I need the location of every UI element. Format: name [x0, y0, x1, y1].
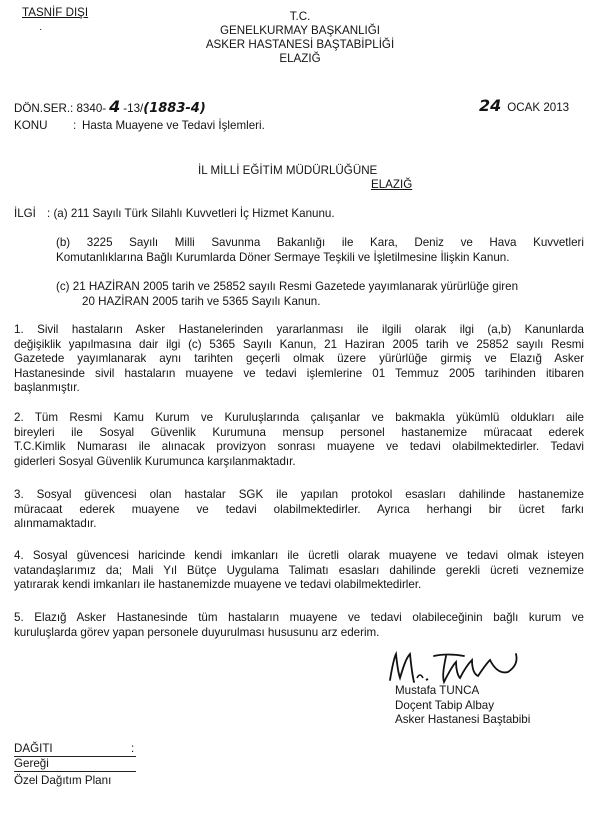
- signatory-title: Asker Hastanesi Baştabibi: [395, 713, 531, 727]
- ilgi-b: (b) 3225 Sayılı Milli Savunma Bakanlığı ile Kara, Deniz ve Hava Kuvvetleri Komutanlıklarına Bağlı Kurumlarda Döner Sermaye Teşkili ve İşletilmesine İlişkin Kanun.: [56, 236, 584, 264]
- ilgi-c: (c) 21 HAZİRAN 2005 tarih ve 25852 sayılı Resmi Gazetede yayımlanarak yürürlüğe giren 20 HAZİRAN 2005 tarih ve 5365 Sayılı Kanun.: [56, 280, 519, 308]
- gereği-underline: [14, 771, 136, 772]
- distribution-plan: Özel Dağıtım Planı: [14, 774, 112, 787]
- signatory-name: Mustafa TUNCA: [395, 684, 480, 697]
- letterhead-city: ELAZIĞ: [279, 52, 321, 65]
- distribution-colon: :: [131, 742, 135, 755]
- distribution-gereği: Gereği: [14, 757, 49, 770]
- letterhead-tc: T.C.: [289, 10, 311, 23]
- paragraph-1: 1. Sivil hastaların Asker Hastanelerinden yararlanması ile ilgili olarak ilgi (a,b) Kanunlarda değişiklik yapılmasına dair ilgi (c) 5365 Sayılı Kanun, 21 Haziran 2005 tarih ve 25852 sayılı Resmi Gazetede yayımlanarak aynı tarihten geçerli olmak üzere yürürlüğe girmiş ve Elazığ Asker Hastanesinde sivil hastaların muayene ve tedavi işlemlerine 01 Temmuz 2005 tarihinden itibaren başlanmıştır.: [14, 323, 584, 395]
- paragraph-5: 5. Elazığ Asker Hastanesinde tüm hastaların muayene ve tedavi olabileceğinin bağlı kurum ve kuruluşlarda görev yapan personele duyurulması hususunu arz ederim.: [14, 611, 584, 639]
- subject-text: Hasta Muayene ve Tedavi İşlemleri.: [82, 119, 265, 132]
- reference-number: DÖN.SER.: 8340- 4 -13/(1883-4): [14, 97, 206, 116]
- stray-mark: ·: [39, 24, 43, 35]
- date-day-handwritten: 24: [479, 96, 502, 115]
- ilgi-a: : (a) 211 Sayılı Türk Silahlı Kuvvetleri İç Hizmet Kanunu.: [47, 207, 335, 220]
- paragraph-3: 3. Sosyal güvencesi olan hastalar SGK ile yapılan protokol esasları dahilinde hastanemize müracaat ederek muayene ve tedavi olabilmektedirler. Ayrıca herhangi bir ücret farkı alınmamaktadır.: [14, 488, 584, 531]
- classification-label: TASNİF DIŞI: [22, 6, 89, 19]
- subject-colon: :: [73, 119, 77, 132]
- recipient-office: İL MİLLİ EĞİTİM MÜDÜRLÜĞÜNE: [198, 164, 378, 177]
- signatory: [395, 684, 530, 728]
- recipient-city: ELAZIĞ: [371, 178, 413, 191]
- signatory-rank: Doçent Tabip Albay: [395, 698, 495, 712]
- paragraph-4: 4. Sosyal güvencesi haricinde kendi imkanları ile ücretli olarak muayene ve tedavi olmak isteyen vatandaşlarımız da; Mali Yıl Bütçe Uygulama Talimatı esasları dahilinde gerekli ücreti veznemize yatırarak kendi imkanları ile hastanemizde muayene ve tedavi olabilmektedirler.: [14, 549, 584, 592]
- distribution-label: DAĞITI: [14, 742, 53, 755]
- reference-hand-number: 4: [109, 97, 121, 116]
- letterhead-genelkurmay: GENELKURMAY BAŞKANLIĞI: [219, 24, 380, 37]
- subject-label: KONU: [14, 119, 48, 132]
- paragraph-2: 2. Tüm Resmi Kamu Kurum ve Kuruluşlarında çalışanlar ve bakmakla yükümlü oldukları aile bireyleri ile Sosyal Güvenlik Kurumuna mensup personel hastanemize müracaat ederek T.C.Kimlik Numarası ile alınacak provizyon sonrası muayene ve tedavi olabilmektedirler. Tedavi giderleri Sosyal Güvenlik Kurumunca karşılanmaktadır.: [14, 411, 584, 468]
- reference-hand-code: (1883-4): [143, 101, 206, 116]
- letter-date: 24 OCAK 2013: [479, 96, 570, 115]
- ilgi-label: İLGİ: [14, 207, 36, 220]
- letterhead: [150, 10, 450, 66]
- letterhead-hospital: ASKER HASTANESİ BAŞTABİPLİĞİ: [205, 38, 395, 51]
